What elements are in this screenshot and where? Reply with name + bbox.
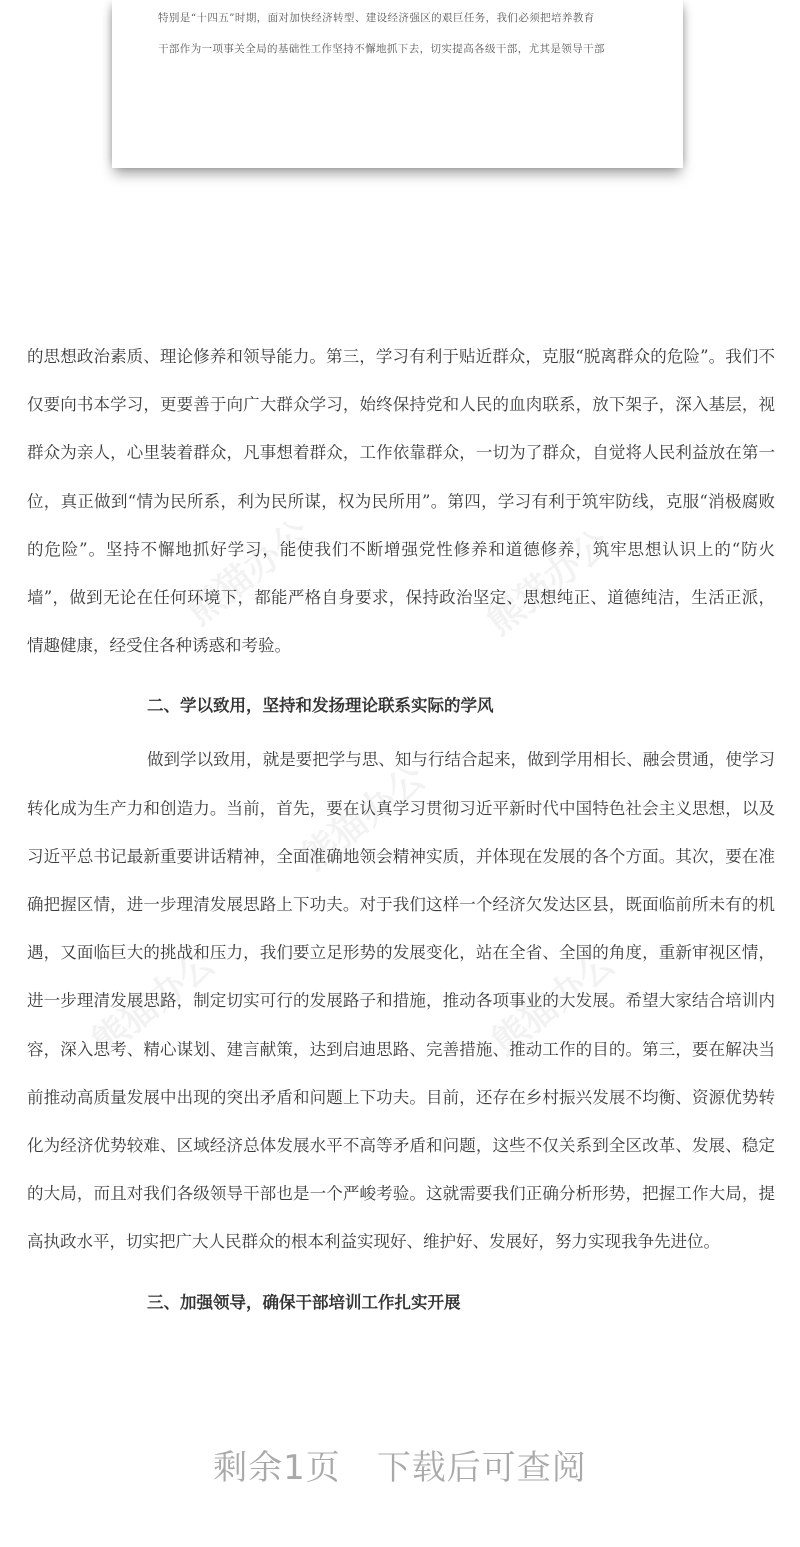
- watermark: 熊猫办公: [484, 942, 624, 1064]
- preview-line-2: 干部作为一项事关全局的基础性工作坚持不懈地抓下去，切实提高各级干部，尤其是领导干部: [158, 43, 605, 55]
- body-paragraph-1: 的思想政治素质、理论修养和领导能力。第三，学习有利于贴近群众，克服“脱离群众的危险”。我们不仅要向书本学习，更要善于向广大群众学习，始终保持党和人民的血肉联系，放下架子，深入基层，视群众为亲人，心里装着群众，凡事想着群众，工作依靠群众，一切为了群众，自觉将人民利益放在第一位，真正做到“情为民所系，利为民所谋，权为民所用”。第四，学习有利于筑牢防线，克服“消极腐败的危险”。坚持不懈地抓好学习，能使我们不断增强党性修养和道德修养，筑牢思想认识上的“防火墙”，做到无论在任何环境下，都能严格自身要求，保持政治坚定、思想纯正、道德纯洁，生活正派，情趣健康，经受住各种诱惑和考验。: [27, 347, 775, 656]
- remaining-pages-text: 剩余1页: [213, 1448, 341, 1488]
- preview-line-1: 特别是“十四五”时期，面对加快经济转型、建设经济强区的艰巨任务，我们必须把培养教育: [158, 12, 595, 24]
- section-heading-2: 二、学以致用，坚持和发扬理论联系实际的学风: [147, 696, 494, 716]
- download-to-view-text: 下载后可查阅: [376, 1448, 587, 1488]
- watermark: 熊猫办公: [84, 942, 224, 1064]
- download-prompt-banner[interactable]: [0, 1440, 800, 1489]
- body-paragraph-2: 做到学以致用，就是要把学与思、知与行结合起来，做到学用相长、融会贯通，使学习转化成为生产力和创造力。当前，首先，要在认真学习贯彻习近平新时代中国特色社会主义思想，以及习近平总书记最新重要讲话精神，全面准确地领会精神实质，并体现在发展的各个方面。其次，要在准确把握区情，进一步理清发展思路上下功夫。对于我们这样一个经济欠发达区县，既面临前所未有的机遇，又面临巨大的挑战和压力，我们要立足形势的发展变化，站在全省、全国的角度，重新审视区情，进一步理清发展思路，制定切实可行的发展路子和措施，推动各项事业的大发展。希望大家结合培训内容，深入思考、精心谋划、建言献策，达到启迪思路、完善措施、推动工作的目的。第三，要在解决当前推动高质量发展中出现的突出矛盾和问题上下功夫。目前，还存在乡村振兴发展不均衡、资源优势转化为经济优势较难、区域经济总体发展水平不高等矛盾和问题，这些不仅关系到全区改革、发展、稳定的大局，而且对我们各级领导干部也是一个严峻考验。这就需要我们正确分析形势，把握工作大局，提高执政水平，切实把广大人民群众的根本利益实现好、维护好、发展好，努力实现我争先进位。: [27, 750, 775, 1252]
- section-heading-3: 三、加强领导，确保干部培训工作扎实开展: [147, 1292, 461, 1312]
- watermark: 熊猫办公: [479, 522, 619, 644]
- preview-page-card: [112, 0, 683, 168]
- watermark: 熊猫办公: [294, 757, 434, 879]
- watermark: 熊猫办公: [179, 512, 319, 634]
- document-body: [27, 333, 775, 1333]
